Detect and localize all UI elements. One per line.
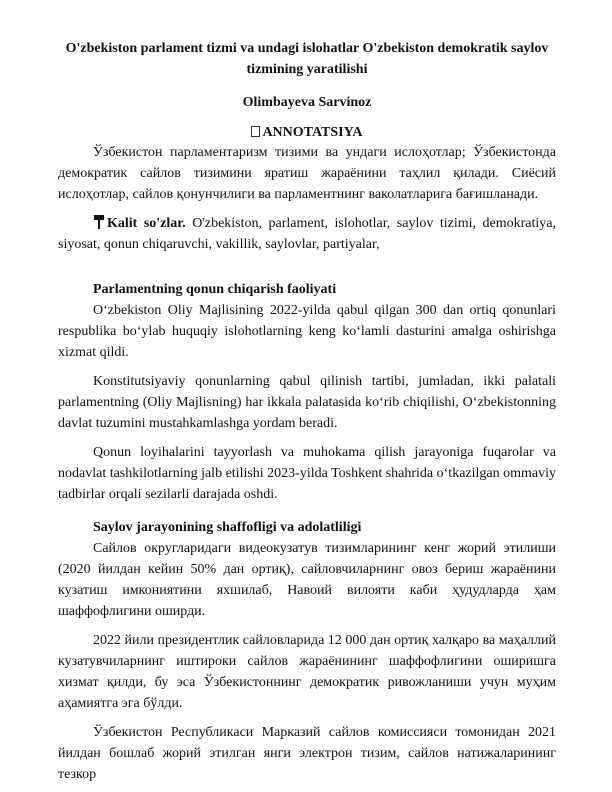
paragraph: Сайлов округларидаги видеокузатув тизимларининг кенг жорий этилиши (2020 йилдан кейин 50% дан ортиқ), сайловчиларнинг овоз бериш жараёнини кузатиш имкониятини яхшилаб, Навоий вилояти каби ҳудудларда ҳам шаффофлигини оширди. — [58, 541, 556, 619]
pin-icon — [93, 215, 105, 229]
paper-title: O'zbekiston parlament tizmi va undagi islohatlar O'zbekiston demokratik saylov tizmining yaratilishi — [65, 41, 549, 77]
keywords-paragraph — [58, 213, 556, 255]
annotation-heading-text: ANNOTATSIYA — [262, 125, 363, 140]
paragraph: 2022 йили президентлик сайловларида 12 000 дан ортиқ халқаро ва маҳаллий кузатувчиларнинг иштироки сайлов жараёнининг шаффофлигини оширишга хизмат қилди, бу эса Ўзбекистоннинг демократик ривожланиши учун муҳим аҳамиятга эга бўлди. — [58, 633, 556, 711]
section-heading-elections: Saylov jarayonining shaffofligi va adolatliligi — [93, 520, 362, 535]
keywords-text: O'zbekiston, parlament, islohotlar, saylov tizimi, demokratiya, siyosat, qonun chiqaruvchi, vakillik, saylovlar, partiyalar, — [58, 216, 557, 252]
paragraph: Ўзбекистон Республикаси Марказий сайлов комиссияси томонидан 2021 йилдан бошлаб жорий этилган янги электрон тизим, сайлов натижаларининг тезкор — [58, 725, 556, 782]
keywords-label: Kalit so'zlar. — [107, 216, 186, 231]
document-page — [58, 38, 556, 785]
paragraph: O‘zbekiston Oliy Majlisining 2022-yilda qabul qilgan 300 dan ortiq qonunlari respublika bo‘ylab huquqiy islohotlarning keng ko‘lamli dasturini amalga oshirishga xizmat qildi. — [58, 303, 556, 360]
annotation-text: Ўзбекистон парламентаризм тизими ва ундаги ислоҳотлар; Ўзбекистонда демократик сайлов тизимини яратиш жараёнини таҳлил қилади. Сиёсий ислоҳотлар, сайлов қонунчилиги ва парламентнинг ваколатларига бағишланади. — [58, 145, 556, 202]
paragraph: Konstitutsiyaviy qonunlarning qabul qilinish tartibi, jumladan, ikki palatali parlamentning (Oliy Majlisning) har ikkala palatasida ko‘rib chiqilishi, O‘zbekistonning davlat tuzumini mustahkamlashga yordam beradi. — [58, 374, 556, 431]
missing-glyph-icon — [251, 126, 260, 137]
annotation-heading — [58, 124, 556, 142]
author-name: Olimbayeva Sarvinoz — [242, 95, 372, 110]
paragraph: Qonun loyihalarini tayyorlash va muhokama qilish jarayoniga fuqarolar va nodavlat tashkilotlarning jalb etilishi 2023-yilda Toshkent shahrida o‘tkazilgan ommaviy tadbirlar orqali sezilarli darajada oshdi. — [58, 445, 556, 502]
section-heading-legislation: Parlamentning qonun chiqarish faoliyati — [93, 282, 337, 297]
